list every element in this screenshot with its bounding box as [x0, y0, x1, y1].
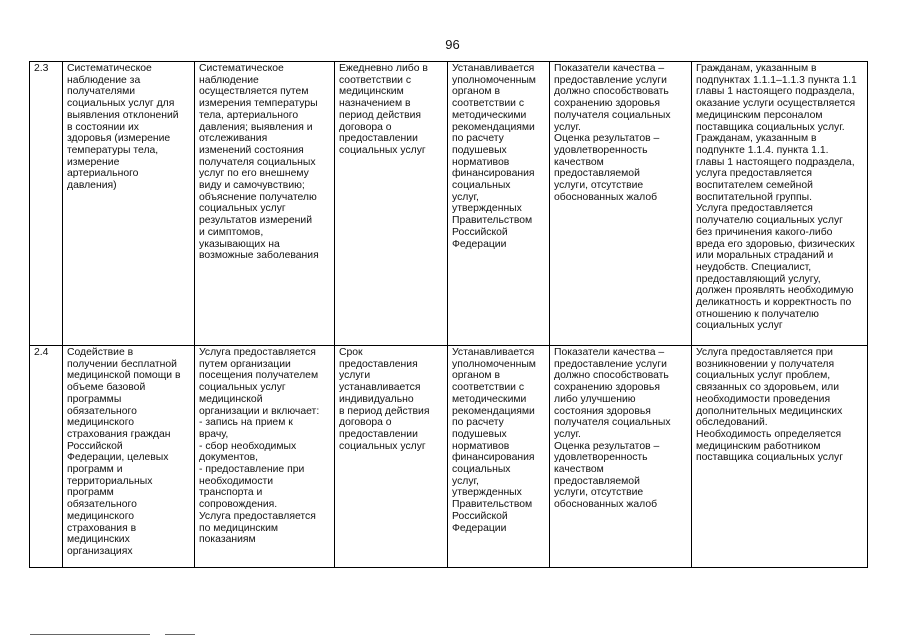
- footer-rule-left: [30, 634, 150, 635]
- row-number-cell: 2.4: [30, 346, 63, 568]
- service-name-cell: Систематическое наблюдение за получателями социальных услуг для выявления отклонений в состоянии их здоровья (измерение температуры тела, измерение артериального давления): [63, 62, 195, 346]
- table-row: [30, 62, 868, 346]
- service-standard-cell: Устанавливается уполномоченным органом в соответствии с методическими рекомендациями по расчету подушевых нормативов финансирования социальных услуг, утвержденных Правительством Российской Федерации: [448, 346, 550, 568]
- service-conditions-cell: Гражданам, указанным в подпунктах 1.1.1–1.1.3 пункта 1.1 главы 1 настоящего подраздела, оказание услуги осуществляется медицинским персоналом поставщика социальных услуг. Гражданам, указанным в подпункте 1.1.4. пункта 1.1. главы 1 настоящего подраздела, услуга предоставляется воспитателем семейной воспитательной группы. Услуга предоставляется получателю социальных услуг без причинения какого-либо вреда его здоровью, физических или моральных страданий и неудобств. Специалист, предоставляющий услугу, должен проявлять необходимую деликатность и корректность по отношению к получателю социальных услуг: [692, 62, 868, 346]
- service-name-cell: Содействие в получении бесплатной медицинской помощи в объеме базовой программы обязательного медицинского страхования граждан Российской Федерации, целевых программ и территориальных программ обязательного медицинского страхования в медицинских организациях: [63, 346, 195, 568]
- service-standard-cell: Устанавливается уполномоченным органом в соответствии с методическими рекомендациями по расчету подушевых нормативов финансирования социальных услуг, утвержденных Правительством Российской Федерации: [448, 62, 550, 346]
- service-timing-cell: Ежедневно либо в соответствии с медицинским назначением в период действия договора о предоставлении социальных услуг: [335, 62, 448, 346]
- service-quality-cell: Показатели качества – предоставление услуги должно способствовать сохранению здоровья либо улучшению состояния здоровья получателя социальных услуг. Оценка результатов – удовлетворенность качеством предоставляемой услуги, отсутствие обоснованных жалоб: [550, 346, 692, 568]
- footer-rule-mid: [165, 634, 195, 635]
- service-timing-cell: Срок предоставления услуги устанавливается индивидуально в период действия договора о предоставлении социальных услуг: [335, 346, 448, 568]
- table-row: [30, 346, 868, 568]
- row-number-cell: 2.3: [30, 62, 63, 346]
- service-conditions-cell: Услуга предоставляется при возникновении у получателя социальных услуг проблем, связанных со здоровьем, или необходимости проведения дополнительных медицинских обследований. Необходимость определяется медицинским работником поставщика социальных услуг: [692, 346, 868, 568]
- service-description-cell: Услуга предоставляется путем организации посещения получателем социальных услуг медицинской организации и включает: - запись на прием к врачу, - сбор необходимых документов, - предоставление при необходимости транспорта и сопровождения. Услуга предоставляется по медицинским показаниям: [195, 346, 335, 568]
- service-description-cell: Систематическое наблюдение осуществляется путем измерения температуры тела, артериального давления; выявления и отслеживания изменений состояния получателя социальных услуг по его внешнему виду и самочувствию; объяснение получателю социальных услуг результатов измерений и симптомов, указывающих на возможные заболевания: [195, 62, 335, 346]
- page-number: 96: [445, 37, 460, 52]
- services-table: [29, 61, 868, 568]
- service-quality-cell: Показатели качества – предоставление услуги должно способствовать сохранению здоровья получателя социальных услуг. Оценка результатов – удовлетворенность качеством предоставляемой услуги, отсутствие обоснованных жалоб: [550, 62, 692, 346]
